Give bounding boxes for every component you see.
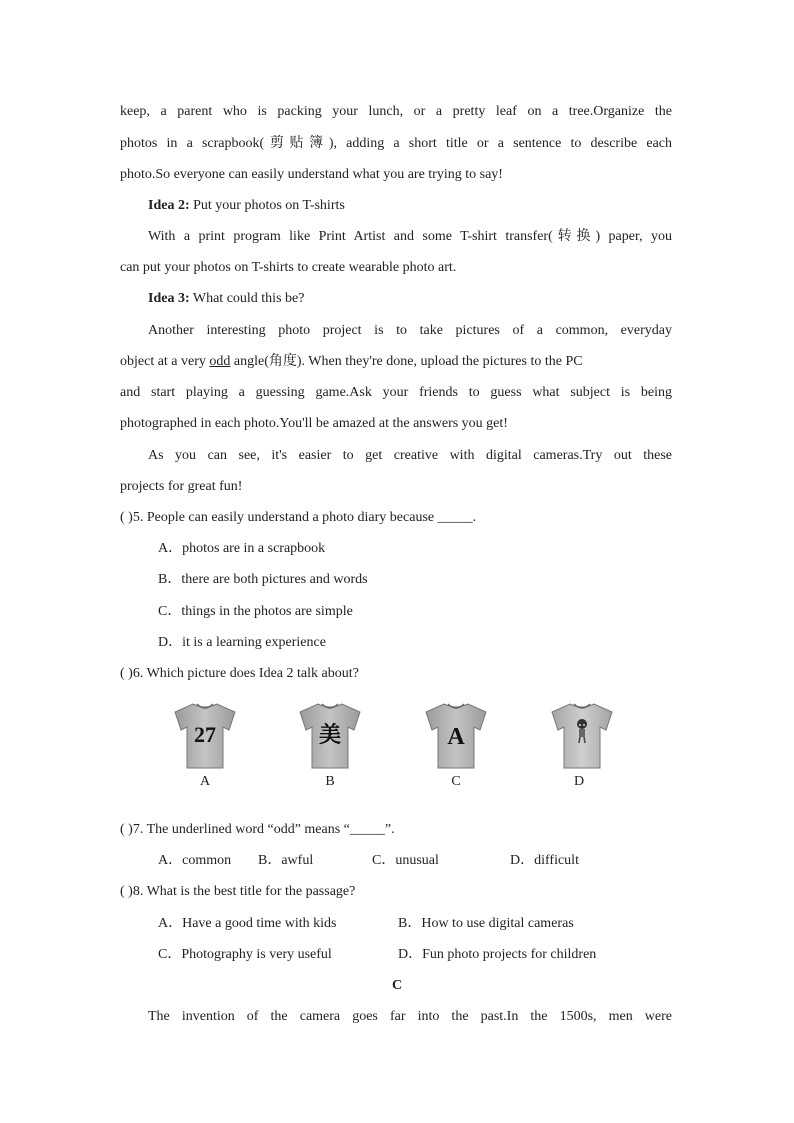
passage-line: With a print program like Print Artist and some T-shirt transfer(转换) paper, you	[148, 229, 672, 244]
q7-option-b: B．awful	[258, 853, 314, 868]
q7-option-c: C．unusual	[372, 853, 439, 868]
tshirt-b-image	[298, 700, 362, 770]
idea3-heading: Idea 3:	[148, 291, 190, 306]
idea2-title	[148, 196, 672, 216]
q5-option-c: C．things in the photos are simple	[158, 604, 353, 619]
idea2-heading: Idea 2:	[148, 198, 190, 213]
q5-option-d: D．it is a learning experience	[158, 635, 326, 650]
q8-option-a: A．Have a good time with kids	[158, 916, 337, 931]
passage-line: projects for great fun!	[120, 479, 243, 494]
tshirt-b-label: B	[325, 774, 335, 789]
q7-option-a: A．common	[158, 853, 232, 868]
idea2-title-text: Put your photos on T-shirts	[193, 198, 345, 213]
q7-option-d: D．difficult	[510, 853, 579, 868]
passage-line: keep, a parent who is packing your lunch, or a pretty leaf on a tree.Organize the	[120, 104, 672, 119]
passage-line: Another interesting photo project is to take pictures of a common, everyday	[148, 323, 672, 338]
question-5: ( )5. People can easily understand a photo diary because _____.	[120, 510, 477, 525]
text-span: object at a very	[120, 354, 210, 369]
passage-line: photographed in each photo.You'll be amazed at the answers you get!	[120, 416, 508, 431]
tshirt-c-image	[424, 700, 488, 770]
q8-option-c: C．Photography is very useful	[158, 947, 332, 962]
tshirt-b-print: 美	[318, 723, 342, 748]
passage-line: and start playing a guessing game.Ask your friends to guess what subject is being	[120, 385, 672, 400]
tshirt-a-print: 27	[194, 722, 216, 747]
passage-line	[120, 352, 672, 372]
tshirt-c-print: A	[447, 724, 465, 750]
q8-option-d: D．Fun photo projects for children	[398, 947, 597, 962]
passage-line: photo.So everyone can easily understand what you are trying to say!	[120, 167, 503, 182]
passage-line: The invention of the camera goes far into the past.In the 1500s, men were	[148, 1009, 672, 1024]
idea3-title-text: What could this be?	[192, 291, 305, 306]
tshirt-a-label: A	[199, 774, 211, 789]
passage-line: As you can see, it's easier to get creative with digital cameras.Try out these	[148, 448, 672, 463]
q8-option-b: B．How to use digital cameras	[398, 916, 574, 931]
question-8: ( )8. What is the best title for the passage?	[120, 884, 356, 899]
passage-line: can put your photos on T-shirts to create wearable photo art.	[120, 260, 457, 275]
question-7: ( )7. The underlined word “odd” means “_____”.	[120, 822, 395, 837]
idea3-title	[148, 289, 672, 309]
q5-option-b: B．there are both pictures and words	[158, 572, 368, 587]
text-span: angle(角度). When they're done, upload the pictures to the PC	[230, 354, 583, 369]
passage-line: photos in a scrapbook(剪贴簿), adding a short title or a sentence to describe each	[120, 136, 672, 151]
underlined-word: odd	[209, 354, 231, 369]
q5-option-a: A．photos are in a scrapbook	[158, 541, 326, 556]
tshirt-c-label: C	[451, 774, 461, 789]
question-6: ( )6. Which picture does Idea 2 talk about?	[120, 666, 359, 681]
tshirt-a-image	[173, 700, 237, 770]
section-c-heading: C	[391, 978, 403, 993]
tshirt-d-label: D	[573, 774, 585, 789]
tshirt-d-image	[550, 700, 614, 770]
